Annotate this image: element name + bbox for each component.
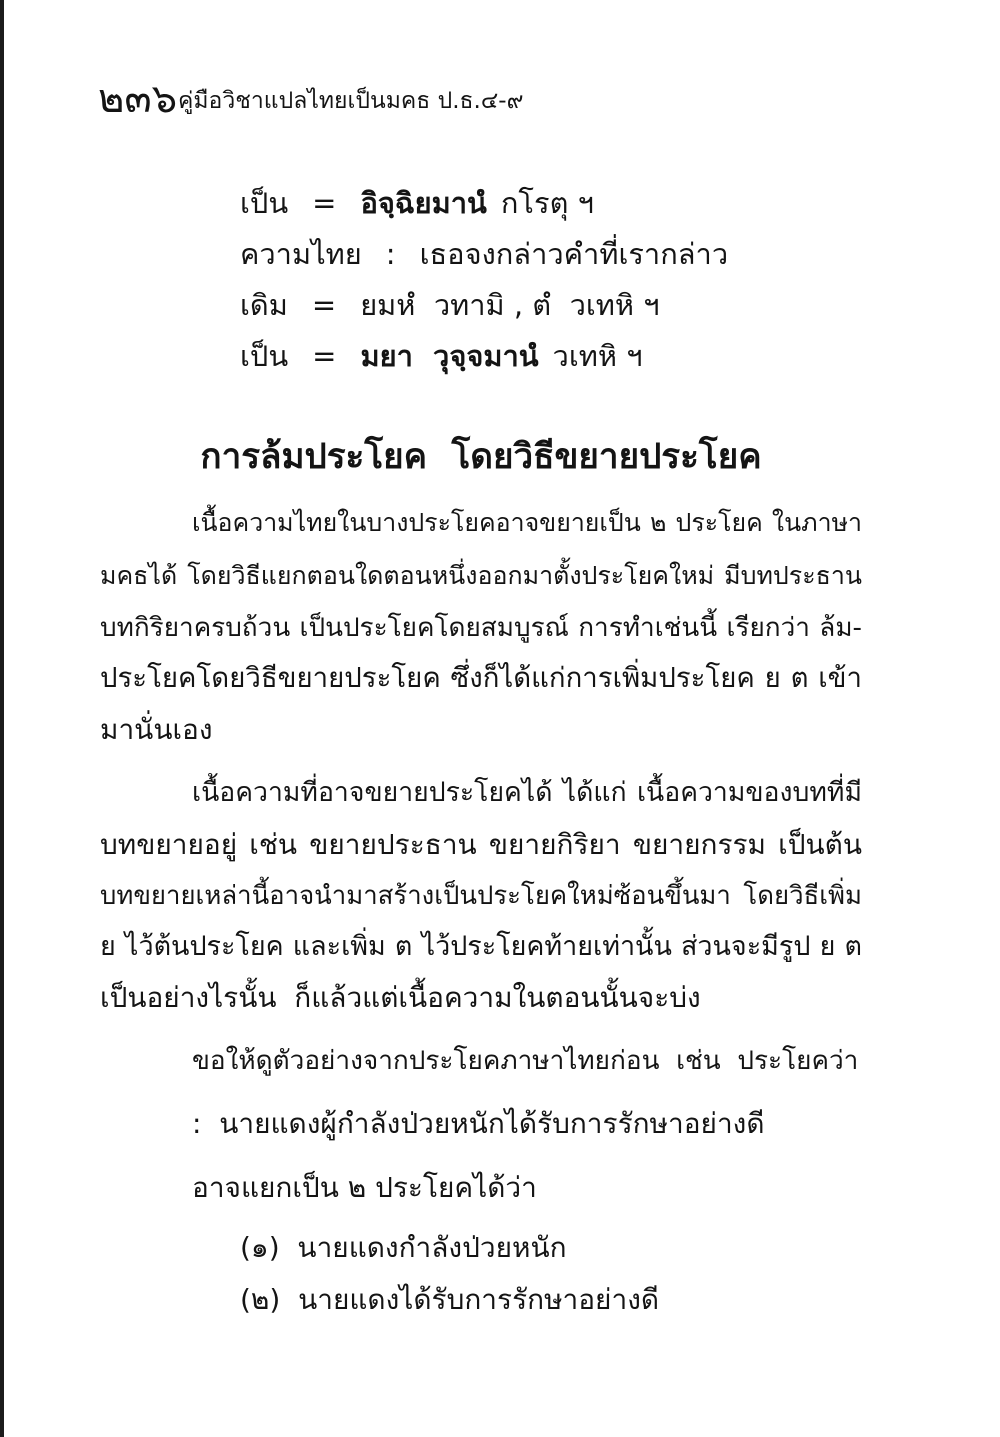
para1-line-text: มานั่นเอง bbox=[100, 713, 213, 746]
page-number: ๒๓๖ bbox=[98, 76, 178, 122]
running-header-title: คู่มือวิชาแปลไทยเป็นมคธ ป.ธ.๔-๙ bbox=[178, 88, 524, 114]
sample-part-2: (๒) นายแดงได้รับการรักษาอย่างดี bbox=[240, 1283, 660, 1316]
para2-line-text: บทขยายเหล่านี้อาจนำมาสร้างเป็นประโยคใหม่ซ้อนขึ้นมา โดยวิธีเพิ่ม bbox=[100, 881, 862, 911]
page-edge bbox=[0, 0, 4, 1437]
para2-line-2 bbox=[100, 823, 862, 867]
para2-line-3 bbox=[100, 874, 862, 918]
sample-intro-text: ขอให้ดูตัวอย่างจากประโยคภาษาไทยก่อน เช่น ประโยคว่า bbox=[192, 1046, 859, 1076]
example-separator: = bbox=[312, 339, 337, 373]
para2-line-4 bbox=[100, 925, 862, 969]
example-separator: = bbox=[312, 186, 337, 220]
example-separator: : bbox=[385, 237, 396, 271]
para1-line-4 bbox=[100, 656, 862, 700]
example-label: ความไทย bbox=[240, 237, 362, 271]
example-label: เป็น bbox=[240, 339, 289, 373]
example-line-1 bbox=[240, 181, 594, 225]
section-heading: การล้มประโยค โดยวิธีขยายประโยค bbox=[200, 437, 762, 477]
para1-line-text: มคธได้ โดยวิธีแยกตอนใดตอนหนึ่งออกมาตั้งประโยคใหม่ มีบทประธาน bbox=[100, 561, 862, 590]
para2-line-1 bbox=[192, 771, 862, 815]
example-text: ยมหํ วทามิ , ตํ วเทหิ ฯ bbox=[360, 288, 660, 322]
sample-split-intro-text: อาจแยกเป็น ๒ ประโยคได้ว่า bbox=[192, 1171, 537, 1204]
sample-split-intro bbox=[192, 1166, 862, 1210]
para2-line-text: เป็นอย่างไรนั้น ก็แล้วแต่เนื้อความในตอนนั้นจะบ่ง bbox=[100, 981, 701, 1014]
para2-line-text: บทขยายอยู่ เช่น ขยายประธาน ขยายกิริยา ขยายกรรม เป็นต้น bbox=[100, 828, 862, 861]
para1-line-text: ประโยคโดยวิธีขยายประโยค ซึ่งก็ได้แก่การเพิ่มประโยค ย ต เข้า bbox=[100, 661, 862, 694]
example-line-3 bbox=[240, 283, 660, 327]
sample-intro bbox=[192, 1039, 862, 1083]
example-text: เธอจงกล่าวคำที่เรากล่าว bbox=[419, 237, 729, 271]
sample-part-1: (๑) นายแดงกำลังป่วยหนัก bbox=[240, 1231, 567, 1264]
example-separator: = bbox=[311, 288, 337, 322]
para1-line-3 bbox=[100, 606, 862, 650]
para1-line-text: เนื้อความไทยในบางประโยคอาจขยายเป็น ๒ ประโยค ในภาษา bbox=[192, 508, 862, 537]
example-text: กโรตุ ฯ bbox=[500, 186, 594, 220]
example-text: วเทหิ ฯ bbox=[552, 339, 643, 373]
example-label: เดิม bbox=[240, 288, 288, 322]
para2-line-text: เนื้อความที่อาจขยายประโยคได้ ได้แก่ เนื้อความของบทที่มี bbox=[192, 777, 862, 808]
example-label: เป็น bbox=[240, 186, 289, 220]
sample-sentence-text: : นายแดงผู้กำลังป่วยหนักได้รับการรักษาอย่างดี bbox=[192, 1107, 765, 1140]
sample-sentence bbox=[192, 1102, 862, 1146]
example-bold-text: มยา วุจฺจมานํ bbox=[360, 339, 539, 373]
para2-line-text: ย ไว้ต้นประโยค และเพิ่ม ต ไว้ประโยคท้ายเท่านั้น ส่วนจะมีรูป ย ต bbox=[100, 931, 862, 962]
example-line-4 bbox=[240, 334, 642, 378]
para1-line-2 bbox=[100, 554, 862, 598]
para1-line-text: บทกิริยาครบถ้วน เป็นประโยคโดยสมบูรณ์ การทำเช่นนี้ เรียกว่า ล้ม- bbox=[100, 613, 862, 643]
example-bold-text: อิจฺฉิยมานํ bbox=[360, 186, 487, 220]
para2-line-5 bbox=[100, 976, 862, 1020]
para1-line-1 bbox=[192, 501, 862, 545]
para1-line-5 bbox=[100, 708, 862, 752]
example-line-2 bbox=[240, 232, 728, 276]
